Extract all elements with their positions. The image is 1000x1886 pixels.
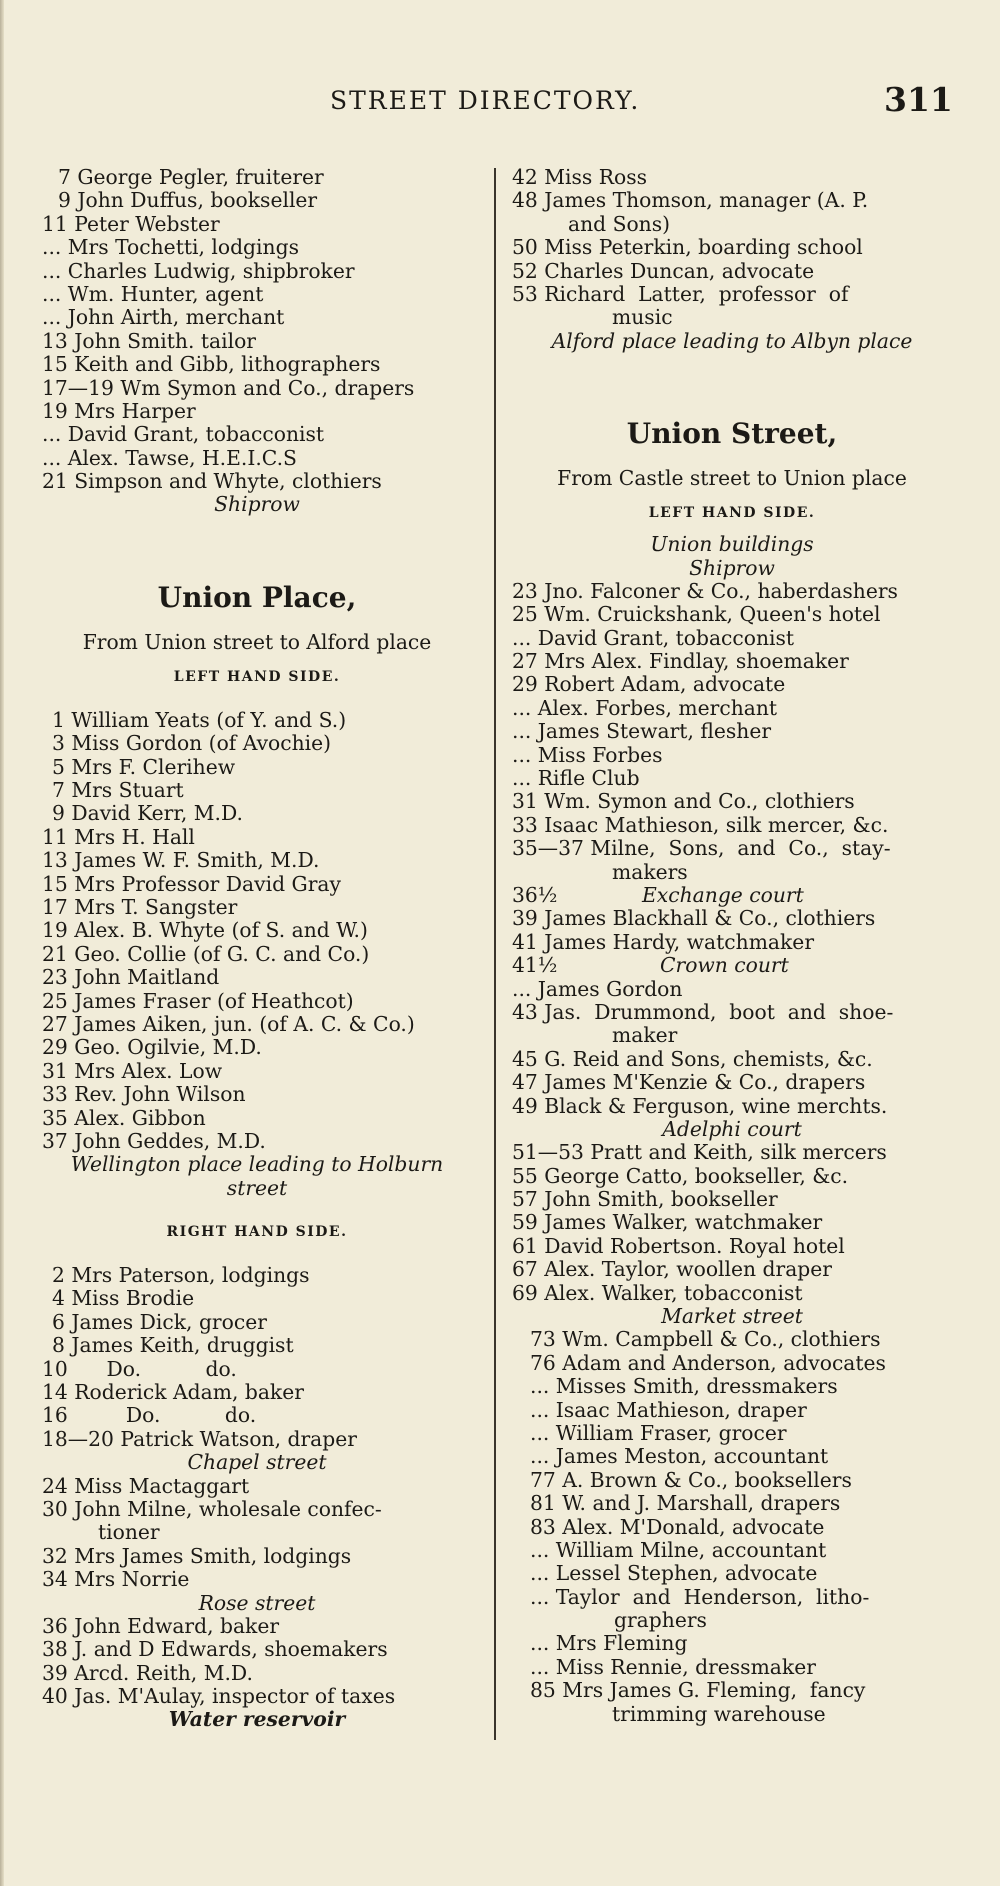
directory-entry: 35—37 Milne, Sons, and Co., stay- — [512, 836, 891, 861]
directory-entry: 73 Wm. Campbell & Co., clothiers — [530, 1327, 881, 1352]
directory-entry: ... David Grant, tobacconist — [512, 625, 795, 650]
side-label: LEFT HAND SIDE. — [648, 505, 816, 522]
running-title: STREET DIRECTORY. — [330, 86, 641, 115]
directory-entry: ... John Airth, merchant — [42, 305, 285, 330]
directory-entry: 17—19 Wm Symon and Co., drapers — [42, 375, 415, 400]
directory-entry: 5 Mrs F. Clerihew — [52, 754, 236, 779]
cross-street-label: Shiprow — [214, 492, 300, 517]
directory-entry: 21 Geo. Collie (of G. C. and Co.) — [42, 941, 370, 966]
directory-entry: 39 James Blackhall & Co., clothiers — [512, 906, 876, 931]
directory-entry: ... Rifle Club — [512, 766, 640, 791]
directory-entry: ... Wm. Hunter, agent — [42, 281, 264, 306]
directory-entry: 10 Do. do. — [42, 1356, 237, 1381]
directory-entry-continuation: music — [612, 305, 673, 330]
directory-entry: 57 John Smith, bookseller — [512, 1187, 778, 1212]
directory-entry: 13 John Smith. tailor — [42, 328, 257, 353]
directory-entry: 29 Robert Adam, advocate — [512, 672, 786, 697]
directory-entry: 51—53 Pratt and Keith, silk mercers — [512, 1140, 887, 1165]
directory-entry: 25 Wm. Cruickshank, Queen's hotel — [512, 602, 881, 627]
numbered-court — [512, 954, 952, 977]
directory-entry: 35 Alex. Gibbon — [42, 1105, 206, 1130]
directory-entry: 11 Mrs H. Hall — [42, 824, 195, 849]
directory-entry: ... Mrs Tochetti, lodgings — [42, 235, 299, 260]
street-extent: From Union street to Alford place — [82, 629, 432, 654]
street-heading: Union Place, — [157, 580, 357, 614]
directory-entry: 39 Arcd. Reith, M.D. — [42, 1660, 253, 1685]
directory-entry: ... Alex. Forbes, merchant — [512, 695, 778, 720]
directory-entry: 42 Miss Ross — [512, 165, 648, 189]
page-header — [0, 80, 1000, 126]
directory-entry-continuation: maker — [612, 1023, 678, 1048]
cross-street-label: Wellington place leading to Holburn — [70, 1152, 444, 1177]
directory-entry: 3 Miss Gordon (of Avochie) — [52, 731, 332, 756]
directory-entry: 41 James Hardy, watchmaker — [512, 929, 815, 954]
page-spine-edge — [0, 0, 4, 1886]
directory-entry-continuation: makers — [612, 859, 688, 884]
directory-entry: 27 Mrs Alex. Findlay, shoemaker — [512, 649, 849, 674]
directory-entry: 30 John Milne, wholesale confec- — [42, 1496, 382, 1521]
directory-entry: 29 Geo. Ogilvie, M.D. — [42, 1035, 262, 1060]
directory-entry: ... Charles Ludwig, shipbroker — [42, 258, 355, 283]
directory-entry: 77 A. Brown & Co., booksellers — [530, 1467, 852, 1492]
directory-entry: 45 G. Reid and Sons, chemists, &c. — [512, 1046, 873, 1071]
directory-entry: ... Taylor and Henderson, litho- — [530, 1584, 870, 1609]
directory-entry: 55 George Catto, bookseller, &c. — [512, 1163, 849, 1188]
directory-entry: 52 Charles Duncan, advocate — [512, 258, 815, 283]
directory-entry: 34 Mrs Norrie — [42, 1567, 190, 1592]
cross-street-label: Shiprow — [689, 555, 775, 580]
side-label: LEFT HAND SIDE. — [173, 668, 341, 685]
directory-entry: 83 Alex. M'Donald, advocate — [530, 1514, 825, 1539]
directory-entry: ... James Stewart, flesher — [512, 719, 772, 744]
directory-entry: ... Lessel Stephen, advocate — [530, 1561, 818, 1586]
directory-entry: 11 Peter Webster — [42, 211, 220, 236]
directory-entry: 7 Mrs Stuart — [52, 778, 184, 803]
directory-entry: ... William Milne, accountant — [530, 1537, 827, 1562]
directory-entry: 7 George Pegler, fruiterer — [58, 165, 324, 189]
directory-entry: 4 Miss Brodie — [52, 1286, 195, 1311]
page-number: 311 — [884, 80, 953, 119]
directory-entry: 8 James Keith, druggist — [52, 1333, 294, 1358]
cross-street-label: Rose street — [198, 1590, 316, 1615]
directory-entry: 43 Jas. Drummond, boot and shoe- — [512, 999, 894, 1024]
cross-street-label: Water reservoir — [168, 1707, 346, 1732]
directory-entry: 23 Jno. Falconer & Co., haberdashers — [512, 578, 898, 603]
directory-entry: 50 Miss Peterkin, boarding school — [512, 235, 863, 260]
directory-entry: 17 Mrs T. Sangster — [42, 894, 238, 919]
cross-street-label: Union buildings — [650, 532, 814, 557]
directory-entry: 40 Jas. M'Aulay, inspector of taxes — [42, 1684, 396, 1709]
directory-entry: 16 Do. do. — [42, 1403, 257, 1428]
directory-entry: ... James Gordon — [512, 976, 683, 1001]
cross-street-label: Market street — [661, 1304, 803, 1329]
directory-entry: ... Miss Rennie, dressmaker — [530, 1654, 816, 1679]
cross-street-label: Chapel street — [187, 1450, 327, 1475]
directory-entry-continuation: tioner — [98, 1520, 160, 1545]
directory-entry: ... Misses Smith, dressmakers — [530, 1374, 838, 1399]
directory-entry: 9 John Duffus, bookseller — [58, 188, 318, 213]
directory-entry: 6 James Dick, grocer — [52, 1309, 267, 1334]
directory-entry: 13 James W. F. Smith, M.D. — [42, 848, 320, 873]
directory-entry: 76 Adam and Anderson, advocates — [530, 1350, 886, 1375]
side-label: RIGHT HAND SIDE. — [166, 1224, 348, 1241]
directory-entry: 31 Mrs Alex. Low — [42, 1058, 223, 1083]
directory-entry: 18—20 Patrick Watson, draper — [42, 1426, 357, 1451]
directory-entry: 36 John Edward, baker — [42, 1613, 280, 1638]
left-column — [42, 166, 472, 1732]
cross-street-label: Exchange court — [642, 882, 804, 907]
directory-entry-continuation: and Sons) — [568, 211, 671, 236]
directory-entry: 61 David Robertson. Royal hotel — [512, 1233, 845, 1258]
directory-entry: 49 Black & Ferguson, wine merchts. — [512, 1093, 888, 1118]
directory-entry: 19 Mrs Harper — [42, 398, 196, 423]
directory-entry: 47 James M'Kenzie & Co., drapers — [512, 1070, 866, 1095]
directory-entry: 67 Alex. Taylor, woollen draper — [512, 1257, 832, 1282]
street-extent: From Castle street to Union place — [557, 466, 907, 491]
directory-entry: 25 James Fraser (of Heathcot) — [42, 988, 354, 1013]
directory-entry-continuation: trimming warehouse — [612, 1701, 826, 1726]
directory-entry: 31 Wm. Symon and Co., clothiers — [512, 789, 855, 814]
numbered-court — [512, 884, 952, 907]
directory-entry: 69 Alex. Walker, tobacconist — [512, 1280, 803, 1305]
directory-entry: 53 Richard Latter, professor of — [512, 281, 849, 306]
directory-entry: 2 Mrs Paterson, lodgings — [52, 1263, 310, 1288]
directory-entry: ... James Meston, accountant — [530, 1444, 829, 1469]
directory-entry: 48 James Thomson, manager (A. P. — [512, 188, 869, 213]
directory-entry: 24 Miss Mactaggart — [42, 1473, 250, 1498]
directory-entry: 15 Keith and Gibb, lithographers — [42, 352, 381, 377]
directory-entry: ... Mrs Fleming — [530, 1631, 688, 1656]
directory-entry: 23 John Maitland — [42, 965, 220, 990]
directory-entry: 32 Mrs James Smith, lodgings — [42, 1543, 352, 1568]
directory-entry: 33 Isaac Mathieson, silk mercer, &c. — [512, 812, 889, 837]
directory-entry: 14 Roderick Adam, baker — [42, 1380, 304, 1405]
cross-street-label: Crown court — [660, 953, 789, 978]
directory-entry: 19 Alex. B. Whyte (of S. and W.) — [42, 918, 368, 943]
street-heading: Union Street, — [626, 417, 838, 451]
directory-entry: 37 John Geddes, M.D. — [42, 1128, 266, 1153]
right-column — [512, 166, 952, 1726]
directory-entry: ... Miss Forbes — [512, 742, 663, 767]
directory-entry: ... Isaac Mathieson, draper — [530, 1397, 807, 1422]
court-number: 36½ — [512, 882, 558, 907]
directory-entry: 38 J. and D Edwards, shoemakers — [42, 1637, 388, 1662]
directory-entry: ... Alex. Tawse, H.E.I.C.S — [42, 445, 297, 470]
directory-entry: 1 William Yeats (of Y. and S.) — [52, 707, 347, 732]
directory-entry: ... William Fraser, grocer — [530, 1420, 787, 1445]
directory-entry: 33 Rev. John Wilson — [42, 1082, 246, 1107]
directory-entry: 85 Mrs James G. Fleming, fancy — [530, 1678, 866, 1703]
directory-entry: 21 Simpson and Whyte, clothiers — [42, 469, 382, 494]
directory-entry-continuation: graphers — [614, 1608, 707, 1633]
directory-entry: 9 David Kerr, M.D. — [52, 801, 243, 826]
directory-entry: 59 James Walker, watchmaker — [512, 1210, 823, 1235]
cross-street-label: street — [226, 1175, 288, 1200]
directory-entry: 27 James Aiken, jun. (of A. C. & Co.) — [42, 1011, 415, 1036]
column-divider — [494, 168, 496, 1740]
directory-entry: 81 W. and J. Marshall, drapers — [530, 1491, 841, 1516]
directory-entry: ... David Grant, tobacconist — [42, 422, 325, 447]
directory-entry: 15 Mrs Professor David Gray — [42, 871, 341, 896]
cross-street-label: Adelphi court — [662, 1116, 802, 1141]
court-number: 41½ — [512, 953, 558, 978]
cross-street-label: Alford place leading to Albyn place — [551, 328, 913, 353]
